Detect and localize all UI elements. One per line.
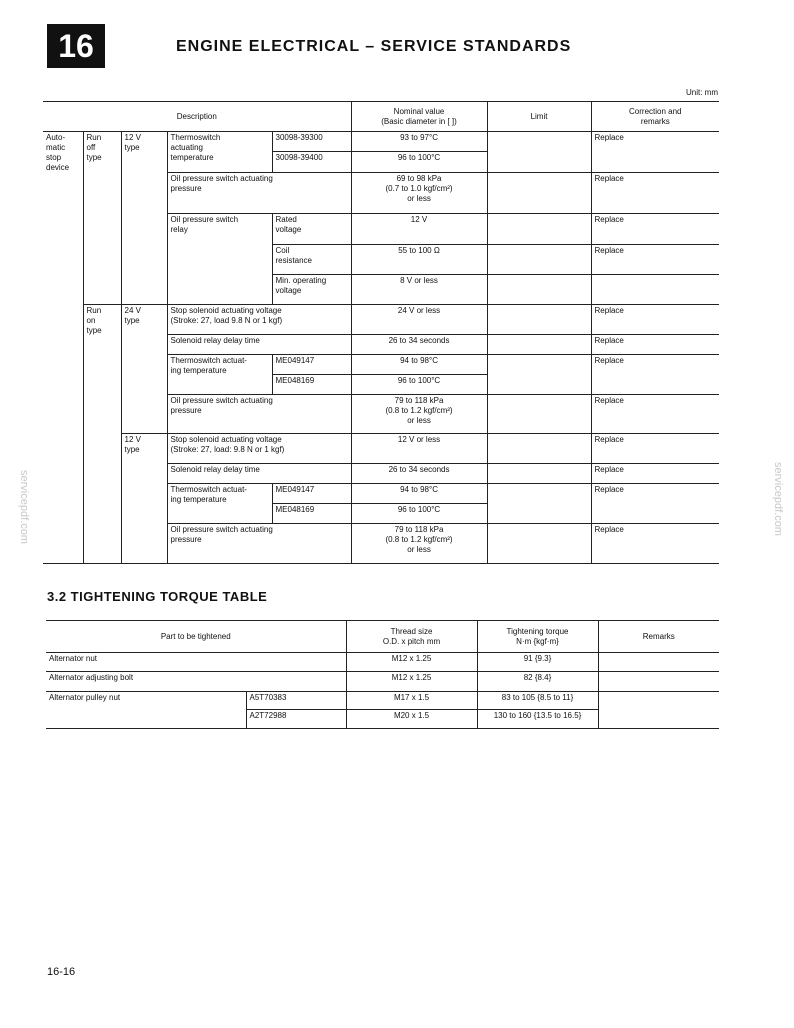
nominal-value: 79 to 118 kPa (0.8 to 1.2 kgf/cm²) or less [351,524,487,564]
col-nominal-value: Nominal value (Basic diameter in [ ]) [351,102,487,132]
nominal-value: 96 to 100°C [351,504,487,524]
limit-cell [487,484,591,524]
table-row [46,672,719,692]
col-part-to-be-tightened: Part to be tightened [46,621,346,653]
remarks-cell [598,653,719,672]
limit-cell [487,355,591,395]
remark-replace: Replace [591,434,719,464]
stop-solenoid-voltage-label: Stop solenoid actuating voltage (Stroke: 27, load 9.8 N or 1 kgf) [167,305,351,335]
torque-cell: 82 {8.4} [477,672,598,692]
service-standards-table [43,101,719,564]
nominal-value: 69 to 98 kPa (0.7 to 1.0 kgf/cm²) or less [351,173,487,214]
table-row [43,305,719,335]
nominal-value: 96 to 100°C [351,152,487,173]
min-operating-voltage-label: Min. operating voltage [272,275,351,305]
nominal-value: 24 V or less [351,305,487,335]
part-number: ME048169 [272,375,351,395]
table-row [43,434,719,464]
limit-cell [487,335,591,355]
limit-cell [487,245,591,275]
col-remarks: Remarks [598,621,719,653]
oil-pressure-switch-label: Oil pressure switch actuating pressure [167,524,351,564]
remark-replace: Replace [591,335,719,355]
coil-resistance-label: Coil resistance [272,245,351,275]
table-row [46,653,719,672]
automatic-stop-device-label: Auto- matic stop device [43,132,83,564]
section-number-badge: 16 [47,24,105,68]
remark-cell [591,275,719,305]
part-number: 30098-39300 [272,132,351,152]
remark-replace: Replace [591,173,719,214]
thread-cell: M17 x 1.5 [346,692,477,710]
thread-cell: M20 x 1.5 [346,710,477,729]
rated-voltage-label: Rated voltage [272,214,351,245]
thread-cell: M12 x 1.25 [346,653,477,672]
oil-pressure-switch-label: Oil pressure switch actuating pressure [167,173,351,214]
nominal-value: 8 V or less [351,275,487,305]
solenoid-relay-delay-label: Solenoid relay delay time [167,335,351,355]
oil-pressure-switch-label: Oil pressure switch actuating pressure [167,395,351,434]
thread-cell: M12 x 1.25 [346,672,477,692]
part-number: 30098-39400 [272,152,351,173]
tightening-torque-table [46,620,719,729]
page-title: ENGINE ELECTRICAL – SERVICE STANDARDS [176,38,572,55]
remark-replace: Replace [591,395,719,434]
limit-cell [487,173,591,214]
nominal-value: 12 V [351,214,487,245]
torque-cell: 91 {9.3} [477,653,598,672]
run-on-12v-type-label: 12 V type [121,434,167,564]
thermoswitch-actuating-label: Thermoswitch actuat- ing temperature [167,355,272,395]
table-row [46,692,719,710]
limit-cell [487,434,591,464]
alternator-code-cell: A2T72988 [246,710,346,729]
remark-replace: Replace [591,484,719,524]
col-thread-size: Thread size O.D. x pitch mm [346,621,477,653]
limit-cell [487,464,591,484]
col-description: Description [43,102,351,132]
oil-pressure-relay-label: Oil pressure switch relay [167,214,272,305]
nominal-value: 96 to 100°C [351,375,487,395]
limit-cell [487,305,591,335]
col-limit: Limit [487,102,591,132]
nominal-value: 55 to 100 Ω [351,245,487,275]
page-number: 16-16 [47,966,76,978]
limit-cell [487,275,591,305]
remarks-cell [598,692,719,729]
run-on-type-label: Run on type [83,305,121,564]
part-number: ME049147 [272,355,351,375]
nominal-value: 26 to 34 seconds [351,335,487,355]
table-header-row [43,102,719,132]
watermark-left: servicepdf.com [18,470,30,544]
limit-cell [487,214,591,245]
remark-replace: Replace [591,132,719,173]
nominal-value: 93 to 97°C [351,132,487,152]
thermoswitch-actuating-label: Thermoswitch actuat- ing temperature [167,484,272,524]
nominal-value: 94 to 98°C [351,484,487,504]
nominal-value: 12 V or less [351,434,487,464]
watermark-right: servicepdf.com [772,462,784,536]
unit-label: Unit: mm [686,88,718,97]
remark-replace: Replace [591,524,719,564]
remark-replace: Replace [591,245,719,275]
nominal-value: 26 to 34 seconds [351,464,487,484]
col-tightening-torque: Tightening torque N·m {kgf·m} [477,621,598,653]
remark-replace: Replace [591,214,719,245]
run-on-24v-type-label: 24 V type [121,305,167,434]
limit-cell [487,132,591,173]
stop-solenoid-voltage-label: Stop solenoid actuating voltage (Stroke: 27, load: 9.8 N or 1 kgf) [167,434,351,464]
thermoswitch-label: Thermoswitch actuating temperature [167,132,272,173]
torque-section-title: 3.2 TIGHTENING TORQUE TABLE [47,589,268,604]
run-off-12v-type-label: 12 V type [121,132,167,305]
torque-cell: 83 to 105 {8.5 to 11} [477,692,598,710]
nominal-value: 79 to 118 kPa (0.8 to 1.2 kgf/cm²) or less [351,395,487,434]
limit-cell [487,395,591,434]
part-cell: Alternator nut [46,653,346,672]
table-header-row [46,621,719,653]
nominal-value: 94 to 98°C [351,355,487,375]
part-cell: Alternator pulley nut [46,692,246,729]
torque-cell: 130 to 160 {13.5 to 16.5} [477,710,598,729]
alternator-code-cell: A5T70383 [246,692,346,710]
part-cell: Alternator adjusting bolt [46,672,346,692]
remark-replace: Replace [591,464,719,484]
remark-replace: Replace [591,355,719,395]
run-off-type-label: Run off type [83,132,121,305]
part-number: ME049147 [272,484,351,504]
remark-replace: Replace [591,305,719,335]
remarks-cell [598,672,719,692]
col-correction-remarks: Correction and remarks [591,102,719,132]
part-number: ME048169 [272,504,351,524]
limit-cell [487,524,591,564]
solenoid-relay-delay-label: Solenoid relay delay time [167,464,351,484]
table-row [43,132,719,152]
